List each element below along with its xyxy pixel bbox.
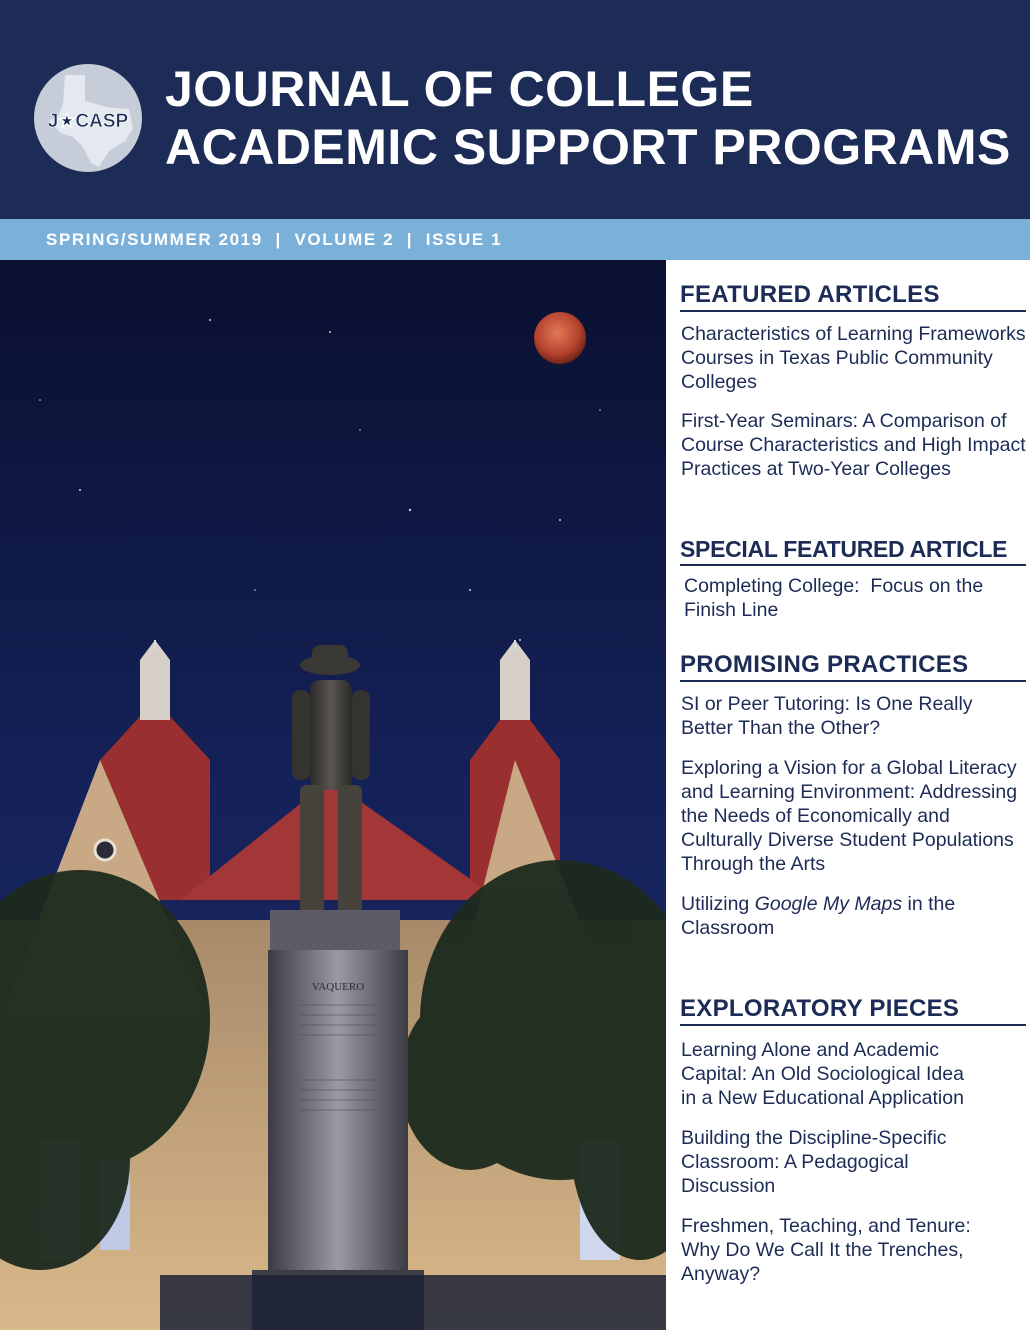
- section-promising-practices: [680, 650, 1026, 940]
- section-heading: PROMISING PRACTICES: [680, 650, 1026, 682]
- cover-photo-illustration: [0, 260, 666, 1330]
- moon: [534, 312, 586, 364]
- article-text: in the Classroom: [681, 893, 956, 939]
- article-text-italic: Google My Maps: [754, 893, 903, 915]
- article-link[interactable]: [680, 892, 981, 940]
- section-heading: FEATURED ARTICLES: [680, 280, 1026, 312]
- article-link[interactable]: Characteristics of Learning Frameworks Courses in Texas Public Community Colleges: [681, 323, 1026, 393]
- article-link[interactable]: Learning Alone and Academic Capital: An Old Sociological Idea in a New Educational Application: [681, 1039, 964, 1109]
- journal-title-line-2: ACADEMIC SUPPORT PROGRAMS: [165, 119, 1011, 175]
- article-link[interactable]: Completing College: Focus on the Finish Line: [684, 575, 989, 621]
- section-featured-articles: [680, 280, 1026, 481]
- section-heading: EXPLORATORY PIECES: [680, 994, 1026, 1026]
- section-exploratory-pieces: [680, 994, 1026, 1286]
- logo-text: J★CASP: [47, 111, 129, 132]
- article-link[interactable]: Freshmen, Teaching, and Tenure: Why Do We Call It the Trenches, Anyway?: [681, 1215, 971, 1285]
- cover-photo: [0, 260, 666, 1330]
- article-link[interactable]: Building the Discipline-Specific Classroom: A Pedagogical Discussion: [681, 1127, 947, 1197]
- section-special-featured-article: [680, 534, 1026, 622]
- article-link[interactable]: First-Year Seminars: A Comparison of Course Characteristics and High Impact Practices at Two-Year Colleges: [681, 410, 1026, 480]
- jcasp-logo: [33, 63, 143, 173]
- issue-info: SPRING/SUMMER 2019 | VOLUME 2 | ISSUE 1: [46, 230, 503, 249]
- table-of-contents: [666, 260, 1030, 1330]
- journal-title-line-1: JOURNAL OF COLLEGE: [165, 61, 754, 117]
- section-heading: SPECIAL FEATURED ARTICLE: [680, 534, 1026, 566]
- masthead: [0, 0, 1030, 219]
- article-link[interactable]: Exploring a Vision for a Global Literacy and Learning Environment: Addressing the Needs of Economically and Culturally Diverse Student Populations Through the Arts: [681, 757, 1018, 875]
- journal-title: [165, 60, 1025, 176]
- article-link[interactable]: SI or Peer Tutoring: Is One Really Better Than the Other?: [681, 693, 973, 739]
- article-text: Utilizing: [681, 893, 755, 915]
- issue-band: [0, 219, 1030, 260]
- plaque-title: VAQUERO: [311, 981, 365, 993]
